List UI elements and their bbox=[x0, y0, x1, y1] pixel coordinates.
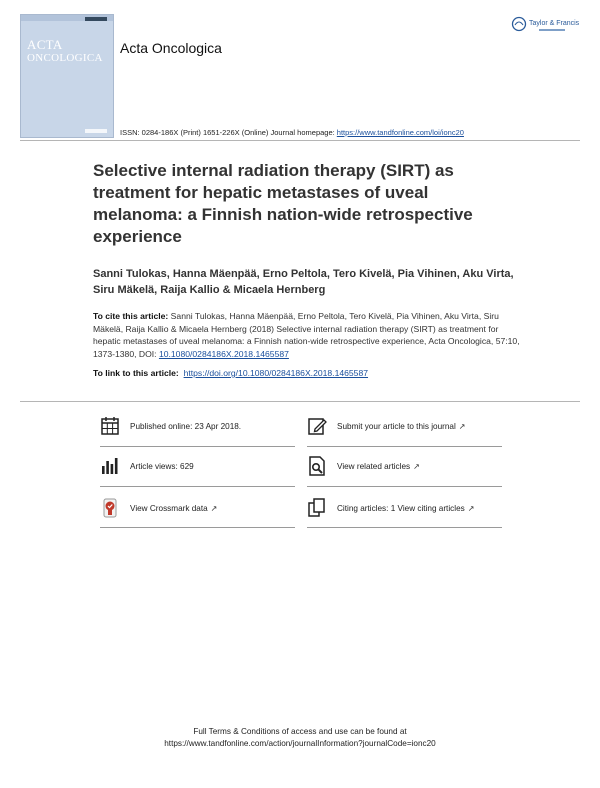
citing-articles-label: Citing articles: 1 View citing articles bbox=[337, 503, 465, 513]
publisher-logo-icon bbox=[511, 16, 527, 32]
action-divider bbox=[100, 446, 295, 447]
terms-text: Full Terms & Conditions of access and use can be found at bbox=[193, 727, 407, 736]
cover-tag bbox=[85, 17, 107, 21]
cover-title-line2: ONCOLOGICA bbox=[27, 52, 103, 64]
article-link-line bbox=[93, 368, 368, 378]
cite-label: To cite this article: bbox=[93, 311, 169, 321]
cover-title-line1: ACTA bbox=[27, 37, 63, 52]
external-link-icon: ↗ bbox=[467, 503, 475, 513]
bar-chart-icon bbox=[100, 456, 120, 476]
citing-articles-button[interactable] bbox=[307, 498, 474, 518]
article-authors: Sanni Tulokas, Hanna Mäenpää, Erno Peltola, Tero Kivelä, Pia Vihinen, Aku Virta, Siru Mäkelä, Raija Kallio & Micaela Hernberg bbox=[93, 268, 514, 296]
published-online-info bbox=[100, 416, 241, 436]
journal-homepage-link[interactable]: https://www.tandfonline.com/loi/ionc20 bbox=[336, 128, 464, 137]
external-link-icon: ↗ bbox=[458, 421, 466, 431]
edit-pencil-icon bbox=[307, 416, 327, 436]
view-crossmark-label: View Crossmark data bbox=[130, 503, 208, 513]
cover-footer-mark bbox=[85, 129, 107, 133]
citation-block bbox=[93, 310, 523, 360]
issn-text: ISSN: 0284-186X (Print) 1651-226X (Online) Journal homepage: bbox=[120, 128, 337, 137]
header-divider bbox=[20, 140, 580, 141]
action-divider bbox=[307, 527, 502, 528]
action-divider bbox=[307, 446, 502, 447]
submit-article-button[interactable] bbox=[307, 416, 465, 436]
publisher-logo[interactable] bbox=[511, 16, 583, 44]
cite-text: Sanni Tulokas, Hanna Mäenpää, Erno Peltola, Tero Kivelä, Pia Vihinen, Aku Virta, Siru Mäkelä, Raija Kallio & Micaela Hernberg (2018) Selective internal radiation therapy (SIRT) as treatment for hepatic metastases of uveal melanoma: a Finnish nation-wide retrospective experience, Acta Oncologica, 57:10, 1373-1380, DOI: bbox=[93, 311, 520, 359]
article-views-text: Article views: 629 bbox=[130, 461, 194, 471]
published-online-text: Published online: 23 Apr 2018. bbox=[130, 421, 242, 431]
doi-link[interactable]: 10.1080/0284186X.2018.1465587 bbox=[158, 348, 289, 359]
action-divider bbox=[100, 486, 295, 487]
view-related-label: View related articles bbox=[337, 461, 411, 471]
actions-top-divider bbox=[20, 401, 580, 402]
article-views-info bbox=[100, 456, 194, 476]
copy-documents-icon bbox=[307, 498, 327, 518]
journal-cover-image bbox=[20, 14, 114, 138]
view-related-articles-button[interactable] bbox=[307, 456, 420, 476]
terms-url-link[interactable]: https://www.tandfonline.com/action/journalInformation?journalCode=ionc20 bbox=[164, 739, 436, 748]
link-label: To link to this article: bbox=[93, 368, 179, 378]
action-divider bbox=[307, 486, 502, 487]
journal-name: Acta Oncologica bbox=[120, 40, 222, 56]
crossmark-icon bbox=[100, 498, 120, 518]
publisher-logo-bar bbox=[539, 29, 565, 31]
calendar-icon bbox=[100, 416, 120, 436]
article-title: Selective internal radiation therapy (SIRT) as treatment for hepatic metastases of uveal melanoma: a Finnish nation-wide retrospective experience bbox=[93, 161, 473, 246]
document-search-icon bbox=[307, 456, 327, 476]
external-link-icon: ↗ bbox=[413, 461, 420, 471]
terms-footer bbox=[0, 726, 600, 750]
external-link-icon: ↗ bbox=[210, 503, 218, 513]
submit-article-label: Submit your article to this journal bbox=[337, 421, 456, 431]
publisher-logo-text: Taylor & Francis bbox=[529, 20, 580, 27]
action-divider bbox=[100, 527, 295, 528]
article-doi-url-link[interactable]: https://doi.org/10.1080/0284186X.2018.1465587 bbox=[183, 368, 369, 378]
view-crossmark-button[interactable] bbox=[100, 498, 217, 518]
issn-line bbox=[120, 128, 464, 137]
